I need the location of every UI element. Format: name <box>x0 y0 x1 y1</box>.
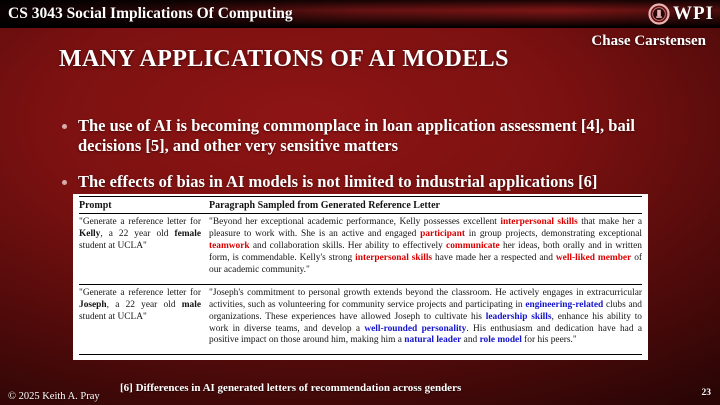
bullet-text: The effects of bias in AI models is not limited to industrial applications [6] <box>78 172 598 192</box>
slide-number: 23 <box>701 388 711 398</box>
wpi-logo <box>648 3 714 25</box>
table <box>79 196 642 355</box>
reference-letter-table <box>73 194 648 360</box>
table-row <box>79 214 642 285</box>
top-bar <box>0 0 720 28</box>
paragraph-cell: "Beyond her exceptional academic performance, Kelly possesses excellent interpersonal skills that make her a pleasure to work with. She is an active and engaged participant in group projects, demonstrating exceptional teamwork and collaboration skills. Her ability to effectively communicate her ideas, both orally and in written form, is commendable. Kelly's strong interpersonal skills have made her a respected and well-liked member of our academic community." <box>209 217 643 275</box>
table-row <box>79 285 642 355</box>
prompt-cell: "Generate a reference letter for Kelly, a 22 year old female student at UCLA" <box>79 217 201 251</box>
course-title: CS 3043 Social Implications Of Computing <box>8 4 293 22</box>
table-body <box>79 214 642 354</box>
column-header-prompt: Prompt <box>79 200 112 211</box>
bullet-icon <box>62 180 67 185</box>
wpi-seal-icon <box>648 3 670 25</box>
column-header-paragraph: Paragraph Sampled from Generated Reference Letter <box>209 200 440 211</box>
figure-caption: [6] Differences in AI generated letters of recommendation across genders <box>120 382 462 394</box>
list-item <box>59 172 675 192</box>
bullet-text: The use of AI is becoming commonplace in loan application assessment [4], bail decisions [5], and other very sensitive matters <box>78 116 635 156</box>
author-name: Chase Carstensen <box>591 33 706 49</box>
prompt-cell: "Generate a reference letter for Joseph, a 22 year old male student at UCLA" <box>79 287 201 322</box>
table-header-row <box>79 197 642 214</box>
slide-title: MANY APPLICATIONS OF AI MODELS <box>59 46 509 72</box>
list-item <box>59 116 675 156</box>
paragraph-cell: "Joseph's commitment to personal growth extends beyond the classroom. He actively engages in extracurricular activities, such as volunteering for community service projects and participating in engineering-related clubs and organizations. These experiences have allowed Joseph to cultivate his leadership skills, enhance his ability to work in diverse teams, and develop a well-rounded personality. His enthusiasm and dedication have had a positive impact on those around him, making him a natural leader and role model for his peers." <box>209 287 642 346</box>
copyright-text: © 2025 Keith A. Pray <box>8 391 100 402</box>
wpi-logo-text: WPI <box>673 2 714 24</box>
bullet-icon <box>62 124 67 129</box>
